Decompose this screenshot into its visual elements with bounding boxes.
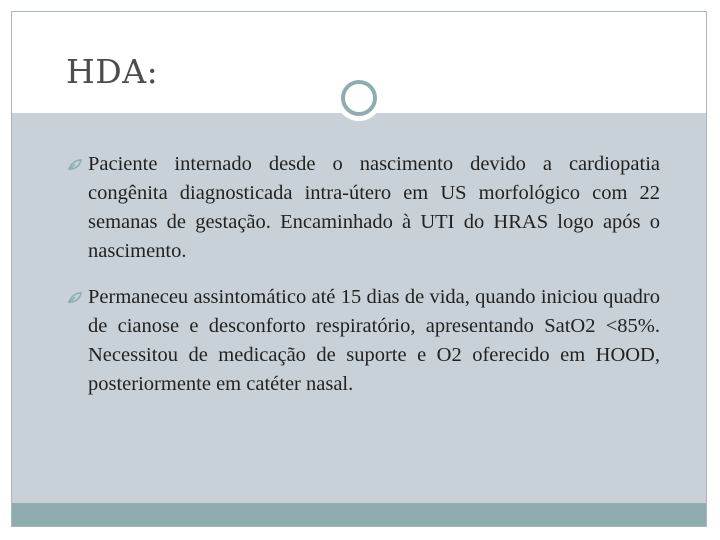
slide-title: HDA:: [66, 52, 159, 91]
circle-ornament-icon: [336, 75, 382, 121]
bottom-accent-bar: [12, 503, 706, 526]
bullet-text: Permaneceu assintomático até 15 dias de vida, quando iniciou quadro de cianose e desconforto respiratório, apresentando SatO2 <85%. Necessitou de medicação de suporte e O2 oferecido em HOOD, posteriormente em catéter nasal.: [88, 286, 660, 395]
bullet-item: [68, 150, 660, 266]
bullet-text: Paciente internado desde o nascimento devido a cardiopatia congênita diagnosticada intra-útero em US morfológico com 22 semanas de gestação. Encaminhado à UTI do HRAS logo após o nascimento.: [88, 153, 660, 262]
bullet-item: [68, 283, 660, 399]
leaf-bullet-icon: [68, 292, 82, 304]
bullet-list: [68, 150, 660, 416]
leaf-bullet-icon: [68, 159, 82, 171]
